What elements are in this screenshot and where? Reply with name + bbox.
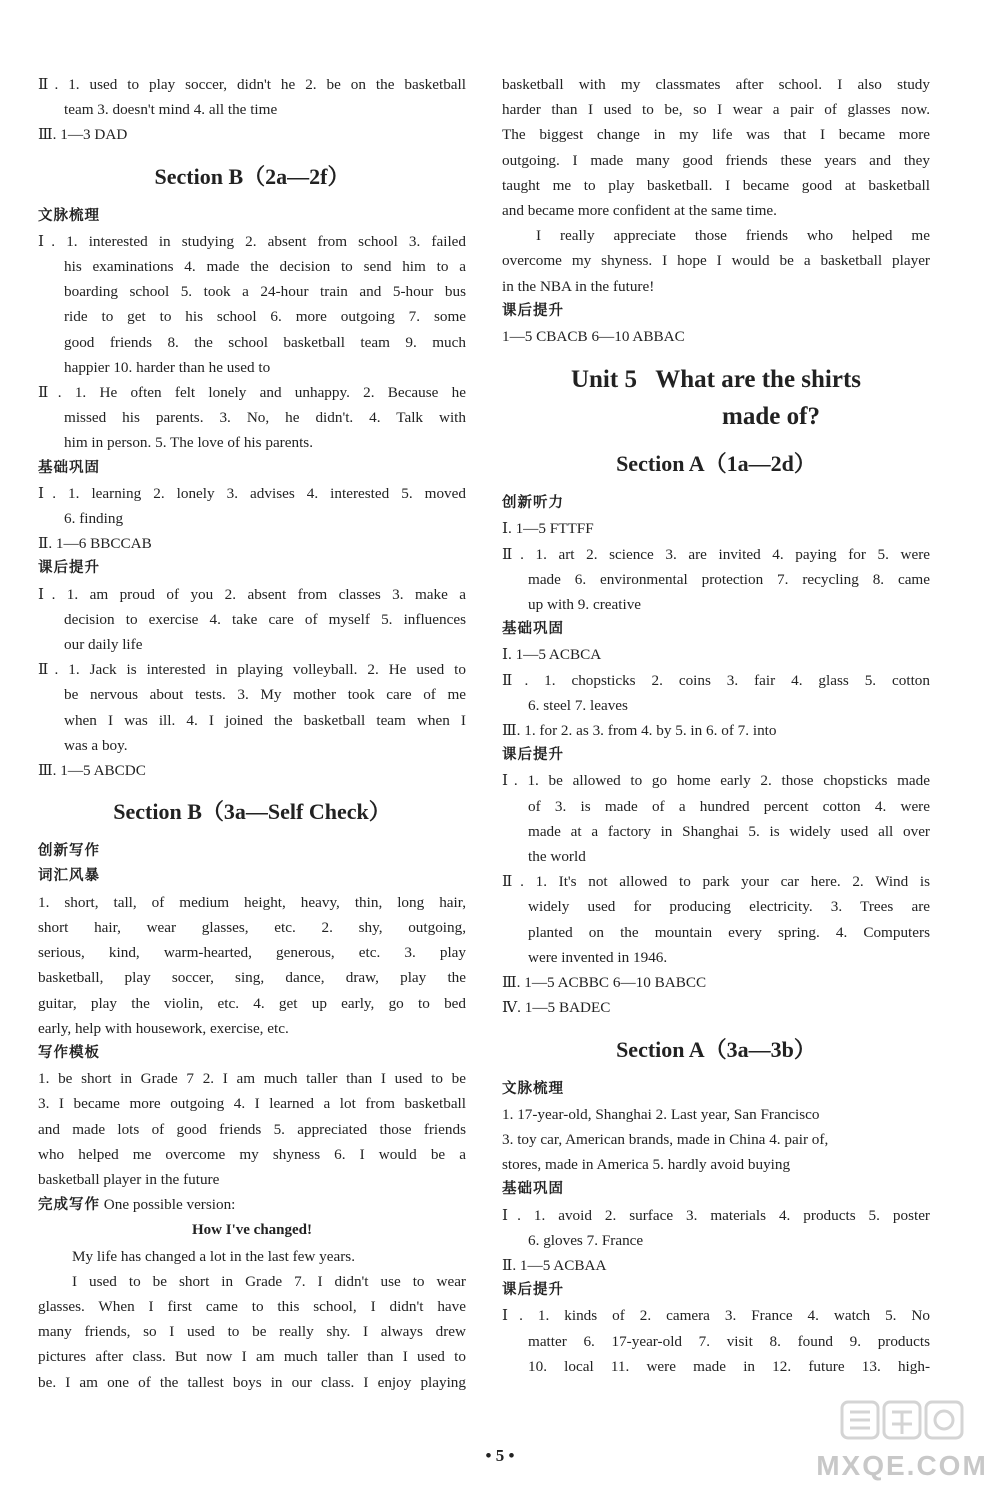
heading-note: One possible version: [100,1196,236,1214]
answer-line: Ⅱ. 1. used to play soccer, didn't he 2. be on the basketball [38,76,466,93]
answer-line: him in person. 5. The love of his parents. [64,434,314,452]
answer-line: Ⅰ. 1. be allowed to go home early 2. those chopsticks made [502,772,930,790]
section-title: Section B（2a—2f） [154,163,350,189]
watermark-seal-icon [812,1398,992,1448]
answer-line: widely used for producing electricity. 3. Trees are [528,898,930,916]
answer-line: in the NBA in the future! [502,277,655,295]
subsection-heading: 课后提升 [38,560,100,577]
answer-line: My life has changed a lot in the last few years. [72,1247,355,1265]
answer-line: team 3. doesn't mind 4. all the time [64,101,278,119]
answer-line: and made lots of good friends 5. appreciated those friends [38,1120,466,1138]
answer-line: planted on the mountain every spring. 4. Computers [528,923,930,941]
answer-line: Ⅱ. 1—5 ACBAA [502,1256,607,1274]
answer-line: Ⅰ. 1—5 FTTFF [502,520,594,538]
answer-line: Ⅱ. 1—6 BBCCAB [38,535,152,553]
answer-line: and became more confident at the same time. [502,202,777,220]
answer-line: ride to get to his school 6. more outgoing 7. some [64,308,466,326]
unit-title [502,361,930,435]
answer-line: 3. I became more outgoing 4. I learned a lot from basketball [38,1095,466,1113]
answer-line: matter 6. 17-year-old 7. visit 8. found 9. products [528,1332,930,1350]
section-title: Section A（1a—2d） [616,451,816,477]
subsection-heading: 基础巩固 [502,1181,564,1198]
answer-line: of 3. is made of a hundred percent cotton 4. were [528,797,930,815]
answer-line: happier 10. harder than he used to [64,358,271,376]
answer-line: Ⅱ. 1. He often felt lonely and unhappy. 2. Because he [38,384,466,402]
answer-line: were invented in 1946. [528,948,668,966]
answer-line: up with 9. creative [528,596,642,614]
answer-line: guitar, play the violin, etc. 4. get up early, go to bed [38,994,466,1012]
answer-line: Ⅰ. 1. interested in studying 2. absent from school 3. failed [38,232,466,250]
subsection-heading: 课后提升 [502,302,564,319]
answer-line: basketball player in the future [38,1170,220,1188]
answer-line: Ⅱ. 1. It's not allowed to park your car here. 2. Wind is [502,873,930,891]
answer-line: boarding school 5. took a 24-hour train and 5-hour bus [64,283,466,301]
answer-line: glasses. When I first came to this school, I didn't have [38,1297,466,1315]
answer-line: Ⅱ. 1. art 2. science 3. are invited 4. paying for 5. were [502,545,930,563]
answer-line: I really appreciate those friends who helped me [536,227,930,245]
answer-line: decision to exercise 4. take care of myself 5. influences [64,610,466,628]
subsection-heading: 创新写作 [38,843,100,860]
answer-line: 1. 17-year-old, Shanghai 2. Last year, San Francisco [502,1105,820,1123]
subsection-heading: 词汇风暴 [38,868,100,885]
subsection-heading: 课后提升 [502,747,564,764]
answer-line: be. I am one of the tallest boys in our class. I enjoy playing [38,1373,466,1391]
subsection-heading: 文脉梳理 [502,1080,564,1097]
unit-title-line-2: made of? [722,403,820,431]
answer-line: The biggest change in my life was that I became more [502,126,930,144]
answer-line: Ⅰ. 1. am proud of you 2. absent from classes 3. make a [38,585,466,603]
answer-line: Ⅰ. 1. avoid 2. surface 3. materials 4. products 5. poster [502,1206,930,1224]
answer-line: 6. steel 7. leaves [528,696,628,714]
answer-line: 1—5 CBACB 6—10 ABBAC [502,328,685,346]
answer-line: Ⅲ. 1. for 2. as 3. from 4. by 5. in 6. of 7. into [502,722,777,740]
answer-line: 6. gloves 7. France [528,1231,644,1249]
answer-line: taught me to play basketball. I became good at basketball [502,176,930,194]
answer-line: stores, made in America 5. hardly avoid buying [502,1156,791,1174]
watermark-text: MXQE.COM [816,1450,988,1481]
writing-heading-line [38,1192,466,1218]
answer-line: early, help with housework, exercise, etc. [38,1019,289,1037]
answer-line: Ⅱ. 1. chopsticks 2. coins 3. fair 4. glass 5. cotton [502,671,930,689]
right-column [502,72,930,1379]
section-title: Section A（3a—3b） [616,1036,816,1062]
answer-line: 1. short, tall, of medium height, heavy, thin, long hair, [38,893,466,911]
answer-line: basketball with my classmates after school. I also study [502,76,930,93]
answer-line: be nervous about tests. 3. My mother took care of me [64,686,466,704]
subsection-heading: 写作模板 [38,1044,100,1061]
answer-line: Ⅰ. 1—5 ACBCA [502,646,602,664]
watermark-logo [812,1398,992,1482]
subsection-heading: 课后提升 [502,1282,564,1299]
answer-line: 6. finding [64,510,124,528]
subsection-heading: 基础巩固 [502,621,564,638]
answer-line: good friends 8. the school basketball team 9. much [64,333,466,351]
subsection-heading: 文脉梳理 [38,207,100,224]
answer-line: made at a factory in Shanghai 5. is widely used all over [528,822,930,840]
answer-line: Ⅲ. 1—3 DAD [38,126,128,144]
answer-line: Ⅲ. 1—5 ABCDC [38,762,146,780]
answer-line: who helped me overcome my shyness 6. I would be a [38,1145,466,1163]
answer-line: serious, kind, warm-hearted, generous, etc. 3. play [38,944,466,962]
subsection-heading: 基础巩固 [38,459,100,476]
answer-line: our daily life [64,636,143,654]
answer-line: was a boy. [64,736,128,754]
page-number: • 5 • [485,1446,515,1465]
answer-line: overcome my shyness. I hope I would be a basketball player [502,252,930,270]
answer-line: Ⅳ. 1—5 BADEC [502,999,611,1017]
answer-line: pictures after class. But now I am much taller than I used to [38,1348,466,1366]
answer-line: made 6. environmental protection 7. recycling 8. came [528,570,930,588]
essay-title: How I've changed! [192,1222,312,1239]
answer-line: short hair, wear glasses, etc. 2. shy, outgoing, [38,918,466,936]
answer-line: Ⅰ. 1. learning 2. lonely 3. advises 4. interested 5. moved [38,484,466,502]
answer-line: 3. toy car, American brands, made in China 4. pair of, [502,1130,829,1148]
answer-line: Ⅲ. 1—5 ACBBC 6—10 BABCC [502,974,707,992]
answer-line: 10. local 11. were made in 12. future 13. high- [528,1357,930,1375]
answer-line: many friends, so I used to be really shy. I always drew [38,1323,466,1341]
subsection-heading: 创新听力 [502,495,564,512]
answer-line: when I was ill. 4. I joined the basketball team when I [64,711,466,729]
answer-line: Ⅰ. 1. kinds of 2. camera 3. France 4. watch 5. No [502,1307,930,1325]
answer-line: missed his parents. 3. No, he didn't. 4. Talk with [64,409,466,427]
answer-line: basketball, play soccer, sing, dance, draw, play the [38,969,466,987]
section-title: Section B（3a—Self Check） [113,799,391,825]
answer-line: harder than I used to be, so I wear a pair of glasses now. [502,101,930,119]
answer-line: the world [528,848,586,866]
answer-line: outgoing. I made many good friends these years and they [502,151,930,169]
answer-line: Ⅱ. 1. Jack is interested in playing volleyball. 2. He used to [38,661,466,679]
left-column [38,72,466,1395]
subsection-heading: 完成写作 [38,1197,100,1214]
answer-line: I used to be short in Grade 7. I didn't use to wear [72,1272,466,1290]
answer-line: his examinations 4. made the decision to send him to a [64,258,466,276]
answer-line: 1. be short in Grade 7 2. I am much taller than I used to be [38,1070,466,1088]
unit-title-line-1: Unit 5 What are the shirts [570,366,862,394]
